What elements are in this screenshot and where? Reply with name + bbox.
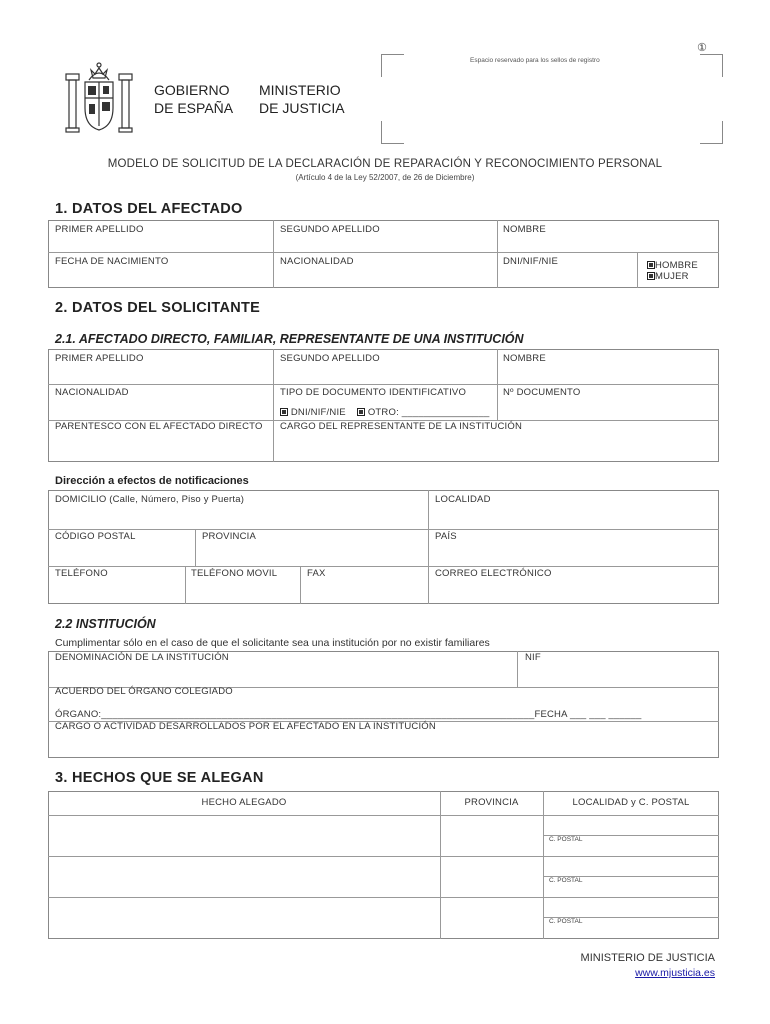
section-2-1-title: 2.1. AFECTADO DIRECTO, FAMILIAR, REPRESENTANTE DE UNA INSTITUCIÓN [55,332,524,346]
organo-fecha-field[interactable]: ÓRGANO:_______________________________________________________________________________FECHA ___ ___ ______ [55,709,642,720]
fax-field[interactable]: FAX [307,568,326,579]
ministerio-label: MINISTERIO DE JUSTICIA [259,82,345,116]
s1-nacionalidad-field[interactable]: NACIONALIDAD [280,256,354,267]
col-localidad: LOCALIDAD y C. POSTAL [572,797,690,808]
section-1-title: 1. DATOS DEL AFECTADO [55,201,243,217]
col-hecho-alegado: HECHO ALEGADO [201,797,287,808]
direccion-table [48,490,719,604]
cpostal-row-2[interactable]: C. POSTAL [549,877,583,884]
checkbox-icon [647,261,655,269]
checkbox-icon [280,408,288,416]
telefono-field[interactable]: TELÉFONO [55,568,108,579]
dni-option-checkbox[interactable]: DNI/NIF/NIE [280,407,346,418]
section-2-1-table [48,349,719,462]
checkbox-icon [647,272,655,280]
telefono-movil-field[interactable]: TELÉFONO MOVIL [191,568,278,579]
s2-num-documento-field[interactable]: Nº DOCUMENTO [503,387,581,398]
checkbox-icon [357,408,365,416]
cargo-actividad-field[interactable]: CARGO O ACTIVIDAD DESARROLLADOS POR EL AFECTADO EN LA INSTITUCIÓN [55,721,436,732]
hecho-row-1[interactable] [49,816,439,855]
s2-tipo-documento-label: TIPO DE DOCUMENTO IDENTIFICATIVO [280,387,467,398]
correo-field[interactable]: CORREO ELECTRÓNICO [435,568,552,579]
s2-nacionalidad-field[interactable]: NACIONALIDAD [55,387,129,398]
s2-primer-apellido-field[interactable]: PRIMER APELLIDO [55,353,144,364]
s2-nombre-field[interactable]: NOMBRE [503,353,546,364]
s1-dni-field[interactable]: DNI/NIF/NIE [503,256,558,267]
s2-parentesco-field[interactable]: PARENTESCO CON EL AFECTADO DIRECTO [55,421,263,432]
section-2-title: 2. DATOS DEL SOLICITANTE [55,300,261,316]
institucion-table [48,651,719,758]
section-1-table [48,220,719,288]
hombre-checkbox[interactable]: HOMBRE [647,260,698,271]
cpostal-row-1[interactable]: C. POSTAL [549,836,583,843]
section-3-title: 3. HECHOS QUE SE ALEGAN [55,770,264,786]
localidad-field[interactable]: LOCALIDAD [435,494,491,505]
registry-text: Espacio reservado para los sellos de registro [470,57,600,64]
codigo-postal-field[interactable]: CÓDIGO POSTAL [55,531,136,542]
s1-primer-apellido-field[interactable]: PRIMER APELLIDO [55,224,144,235]
form-subtitle: (Artículo 4 de la Ley 52/2007, de 26 de Diciembre) [295,173,475,182]
otro-option-checkbox[interactable]: OTRO: ________________ [357,407,490,418]
hecho-row-2[interactable] [49,857,439,896]
pais-field[interactable]: PAÍS [435,531,457,542]
hecho-row-3[interactable] [49,898,439,938]
page-mark: ① [697,42,707,54]
s1-fecha-nacimiento-field[interactable]: FECHA DE NACIMIENTO [55,256,169,267]
provincia-field[interactable]: PROVINCIA [202,531,257,542]
form-title: MODELO DE SOLICITUD DE LA DECLARACIÓN DE REPARACIÓN Y RECONOCIMIENTO PERSONAL [107,158,663,170]
domicilio-field[interactable]: DOMICILIO (Calle, Número, Piso y Puerta) [55,494,245,505]
col-provincia: PROVINCIA [464,797,519,808]
mujer-checkbox[interactable]: MUJER [647,271,689,282]
s1-nombre-field[interactable]: NOMBRE [503,224,546,235]
coat-of-arms-logo [63,58,135,138]
section-2-2-title: 2.2 INSTITUCIÓN [55,617,156,631]
cpostal-row-3[interactable]: C. POSTAL [549,918,583,925]
footer-ministry: MINISTERIO DE JUSTICIA [580,952,715,964]
section-2-2-note: Cumplimentar sólo en el caso de que el solicitante sea una institución por no existir familiares [55,637,490,649]
nif-field[interactable]: NIF [525,652,541,663]
denominacion-field[interactable]: DENOMINACIÓN DE LA INSTITUCIÓN [55,652,229,663]
gobierno-label: GOBIERNO DE ESPAÑA [154,82,234,116]
direccion-title: Dirección a efectos de notificaciones [55,475,249,487]
acuerdo-label: ACUERDO DEL ÓRGANO COLEGIADO [55,686,233,697]
s2-segundo-apellido-field[interactable]: SEGUNDO APELLIDO [280,353,380,364]
footer-url-link[interactable]: www.mjusticia.es [635,967,715,979]
s2-cargo-representante-field[interactable]: CARGO DEL REPRESENTANTE DE LA INSTITUCIÓN [280,421,523,432]
s1-segundo-apellido-field[interactable]: SEGUNDO APELLIDO [280,224,380,235]
